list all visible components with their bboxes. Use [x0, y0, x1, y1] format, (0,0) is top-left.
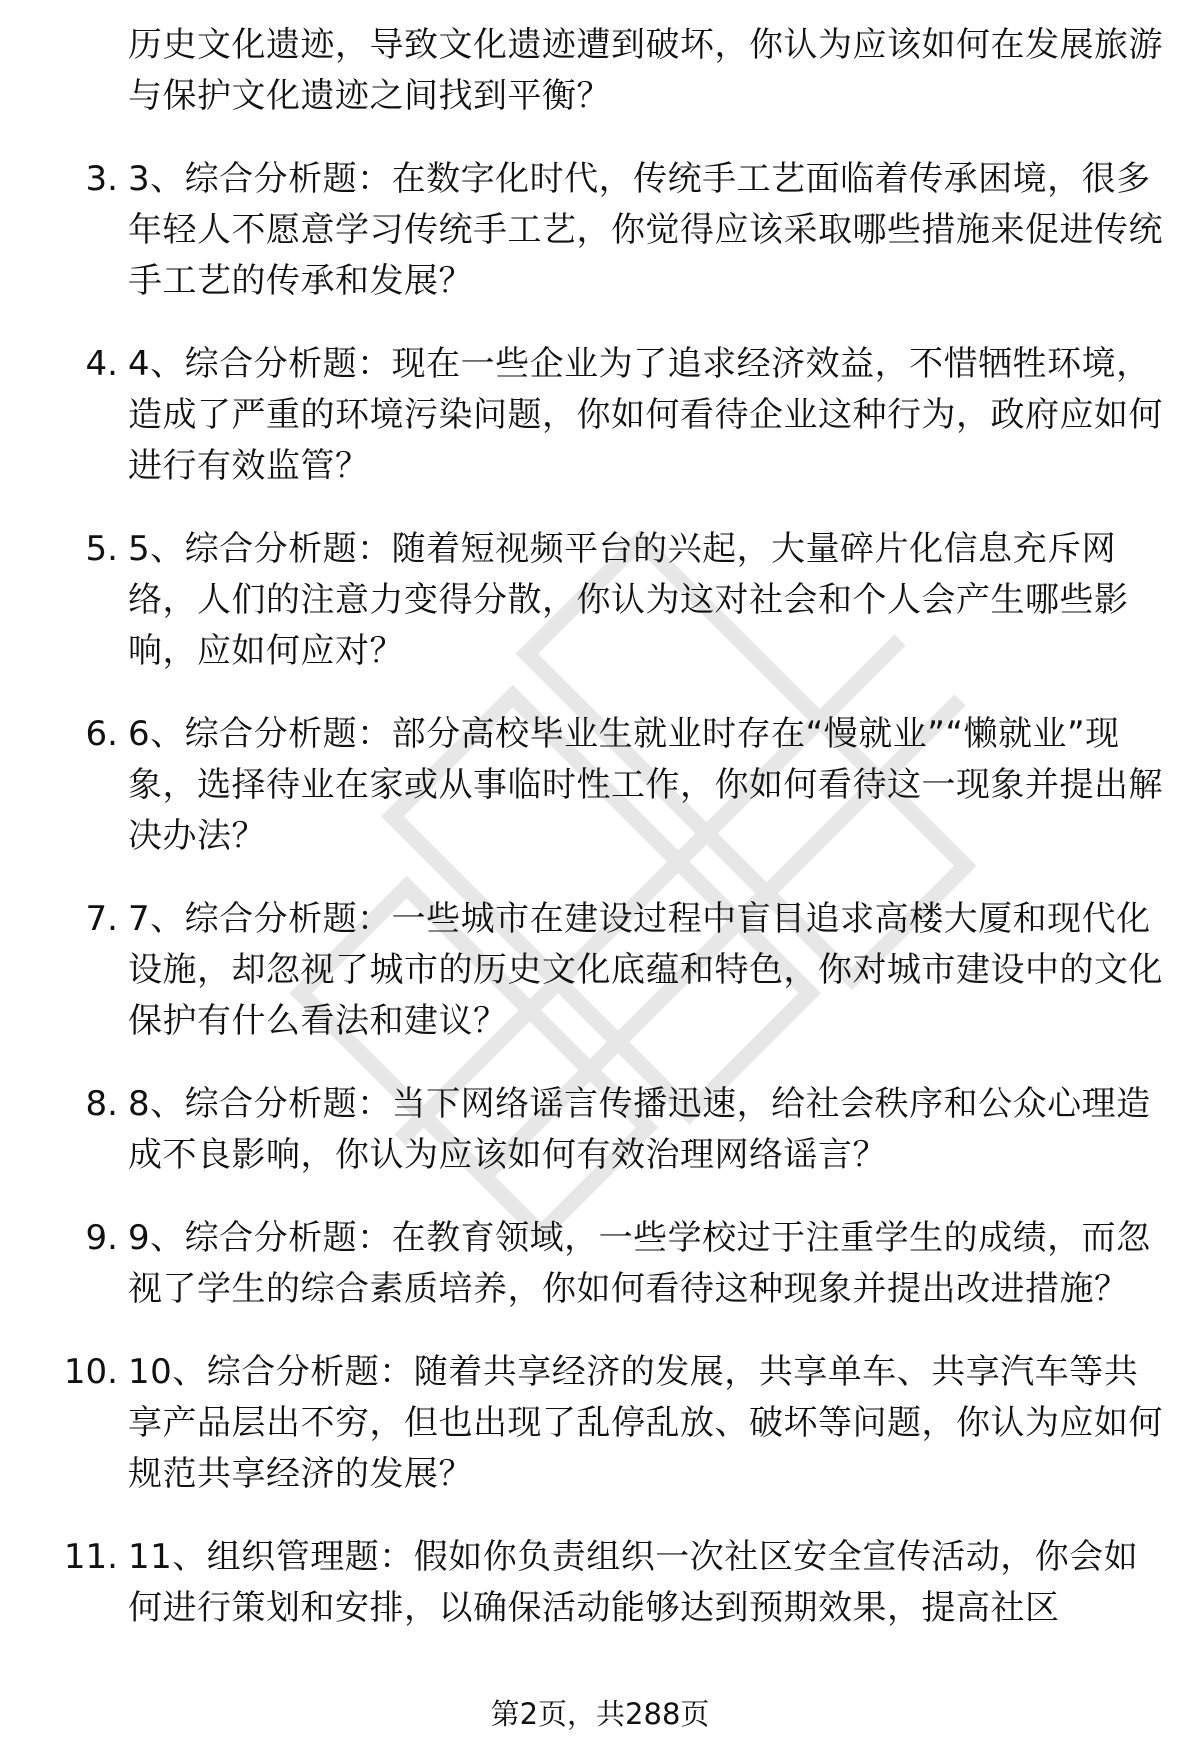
- question-number: 3.: [85, 159, 118, 199]
- question-text: 10、综合分析题：随着共享经济的发展，共享单车、共享汽车等共享产品层出不穷，但也出现了乱停乱放、破坏等问题，你认为应如何规范共享经济的发展？: [128, 1352, 1163, 1494]
- question-item: [0, 1532, 1200, 1634]
- question-text: 5、综合分析题：随着短视频平台的兴起，大量碎片化信息充斥网络，人们的注意力变得分散，你认为这对社会和个人会产生哪些影响，应如何应对？: [128, 529, 1129, 671]
- question-item: [0, 154, 1200, 307]
- question-item: [0, 1213, 1200, 1315]
- question-number: 8.: [85, 1084, 118, 1124]
- question-text: 9、综合分析题：在教育领域，一些学校过于注重学生的成绩，而忽视了学生的综合素质培养，你如何看待这种现象并提出改进措施？: [128, 1218, 1151, 1309]
- question-number: 7.: [85, 899, 118, 939]
- question-item: [0, 339, 1200, 492]
- question-text: 3、综合分析题：在数字化时代，传统手工艺面临着传承困境，很多年轻人不愿意学习传统手工艺，你觉得应该采取哪些措施来促进传统手工艺的传承和发展？: [128, 159, 1163, 301]
- question-number: 6.: [85, 714, 118, 754]
- question-number: 5.: [85, 529, 118, 569]
- question-number: 4.: [85, 344, 118, 384]
- continued-question-text: 历史文化遗迹，导致文化遗迹遭到破坏，你认为应该如何在发展旅游与保护文化遗迹之间找到平衡？: [128, 25, 1163, 116]
- question-text: 4、综合分析题：现在一些企业为了追求经济效益，不惜牺牲环境，造成了严重的环境污染问题，你如何看待企业这种行为，政府应如何进行有效监管？: [128, 344, 1163, 486]
- question-text: 11、组织管理题：假如你负责组织一次社区安全宣传活动，你会如何进行策划和安排，以确保活动能够达到预期效果，提高社区: [128, 1537, 1139, 1628]
- page-footer: 第2页，共288页: [490, 1697, 710, 1731]
- question-number: 10.: [63, 1352, 118, 1392]
- question-text: 7、综合分析题：一些城市在建设过程中盲目追求高楼大厦和现代化设施，却忽视了城市的历史文化底蕴和特色，你对城市建设中的文化保护有什么看法和建议？: [128, 899, 1163, 1041]
- question-item: [0, 894, 1200, 1047]
- question-text: 8、综合分析题：当下网络谣言传播迅速，给社会秩序和公众心理造成不良影响，你认为应该如何有效治理网络谣言？: [128, 1084, 1151, 1175]
- question-item: [0, 1079, 1200, 1181]
- question-text: 6、综合分析题：部分高校毕业生就业时存在“慢就业”“懒就业”现象，选择待业在家或从事临时性工作，你如何看待这一现象并提出解决办法？: [128, 714, 1163, 856]
- question-item: [0, 524, 1200, 677]
- question-list: [0, 154, 1200, 1634]
- question-number: 11.: [63, 1537, 118, 1577]
- question-item: [0, 1347, 1200, 1500]
- question-number: 9.: [85, 1218, 118, 1258]
- question-item: [0, 709, 1200, 862]
